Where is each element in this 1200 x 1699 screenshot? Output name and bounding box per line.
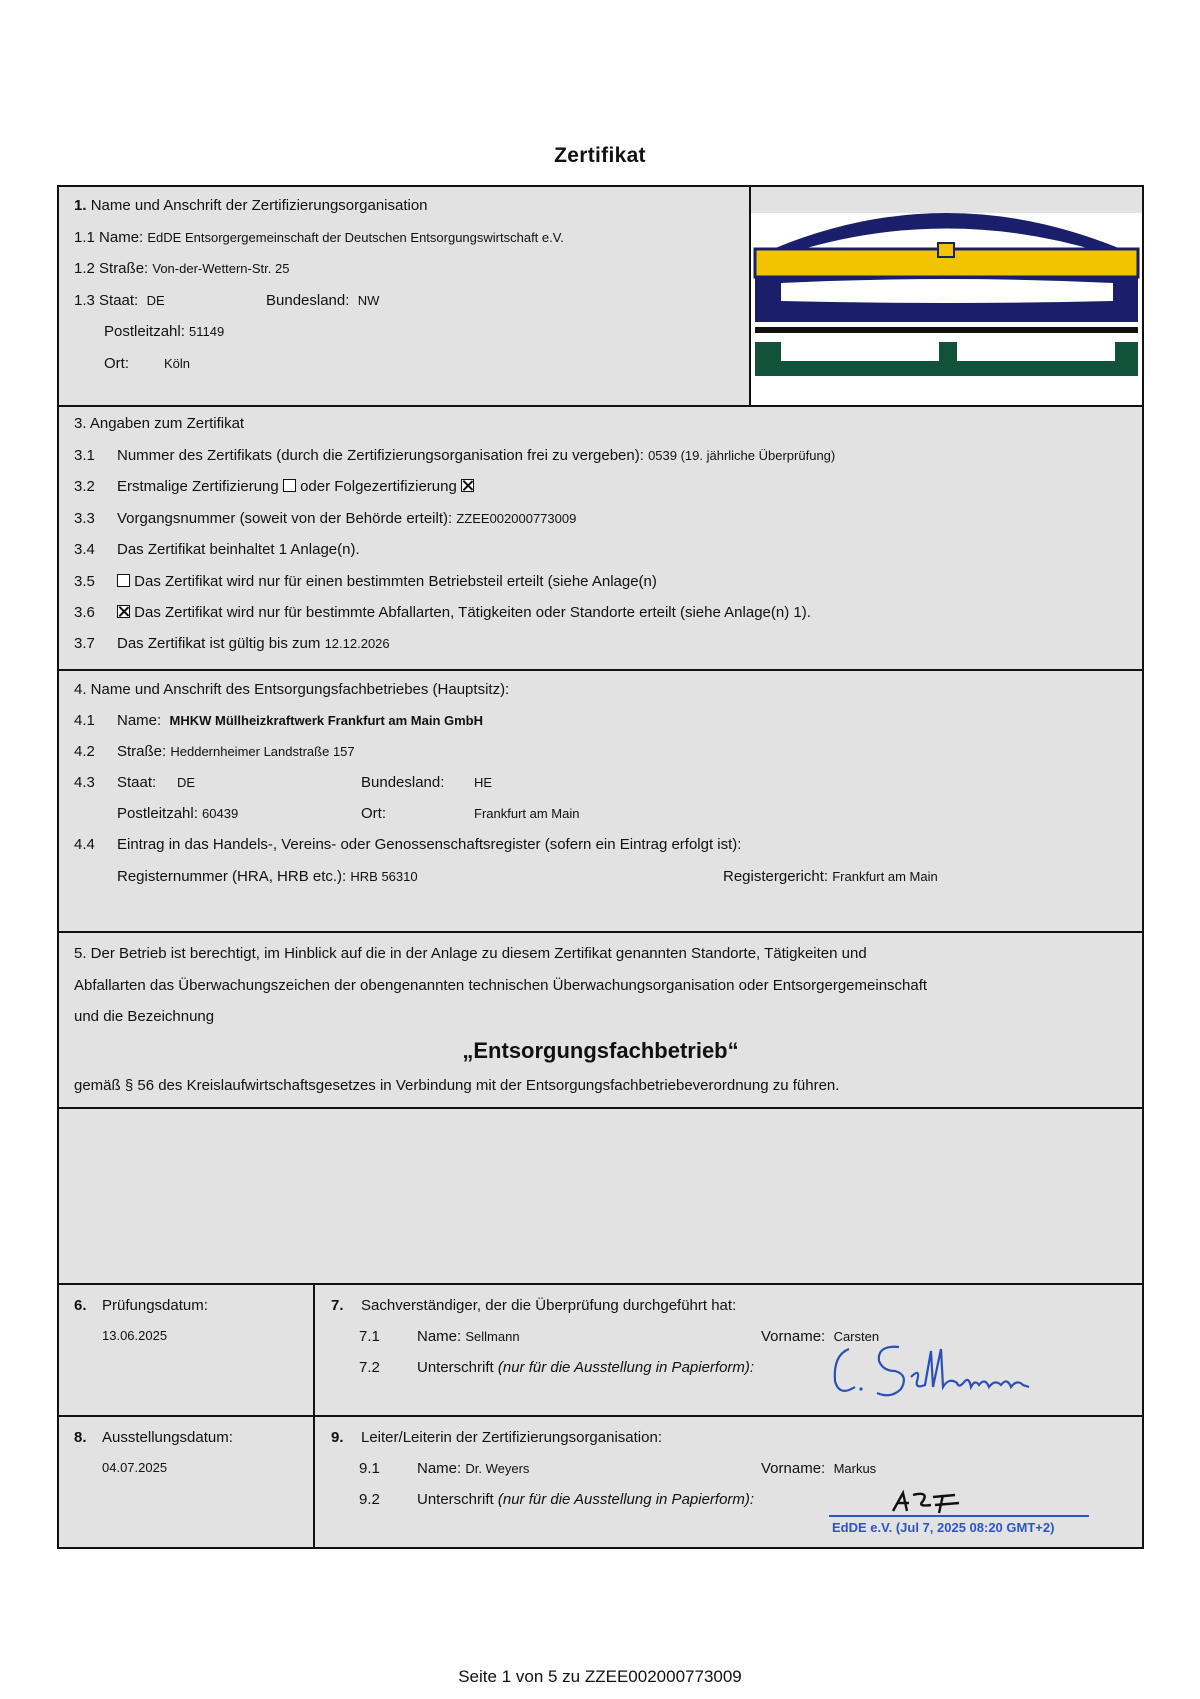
attachments: 3.4 Das Zertifikat beinhaltet 1 Anlage(n). xyxy=(74,541,360,558)
cert-number: 3.1 Nummer des Zertifikats (durch die Zertifizierungsorganisation frei zu vergeben): 0539 (19. jährliche Überprüfung) xyxy=(74,447,836,464)
issuer-city: Ort: Köln xyxy=(104,355,191,372)
register-number: Registernummer (HRA, HRB etc.): HRB 56310 xyxy=(117,868,418,885)
cert-type: 3.2 Erstmalige Zertifizierung oder Folgezertifizierung xyxy=(74,478,474,495)
edde-logo xyxy=(751,187,1142,405)
issuer-state: Bundesland: NW xyxy=(266,292,380,309)
company-name: 4.1 Name: MHKW Müllheizkraftwerk Frankfurt am Main GmbH xyxy=(74,712,484,729)
expert-name: 7.1 Name: Sellmann xyxy=(359,1328,520,1345)
section-issuance xyxy=(59,1417,1142,1547)
cert-heading: 3. Angaben zum Zertifikat xyxy=(74,415,245,432)
company-heading: 4. Name und Anschrift des Entsorgungsfachbetriebes (Hauptsitz): xyxy=(74,681,510,698)
issue-date-label: 8. Ausstellungsdatum: xyxy=(74,1429,233,1446)
page-footer: Seite 1 von 5 zu ZZEE002000773009 xyxy=(458,1667,742,1686)
section-issuer xyxy=(59,187,1142,407)
partial-operation-checkbox xyxy=(117,574,130,587)
specific-waste: 3.6 Das Zertifikat wird nur für bestimmte Abfallarten, Tätigkeiten oder Standorte erteilt (siehe Anlage(n) 1). xyxy=(74,604,811,621)
register-court: Registergericht: Frankfurt am Main xyxy=(723,868,938,885)
section-inspection xyxy=(59,1285,1142,1417)
company-city: Ort: Frankfurt am Main xyxy=(361,805,580,822)
issuer-country: 1.3 Staat: DE xyxy=(74,292,165,309)
inspection-date-value: 13.06.2025 xyxy=(102,1328,168,1343)
auth-line-1: 5. Der Betrieb ist berechtigt, im Hinblick auf die in der Anlage zu diesem Zertifikat genannten Standorte, Tätigkeiten und xyxy=(74,945,867,962)
process-number: 3.3 Vorgangsnummer (soweit von der Behörde erteilt): ZZEE002000773009 xyxy=(74,510,577,527)
divider xyxy=(313,1285,315,1415)
partial-operation: 3.5 Das Zertifikat wird nur für einen bestimmten Betriebsteil erteilt (siehe Anlage(n) xyxy=(74,573,657,590)
company-street: 4.2 Straße: Heddernheimer Landstraße 157 xyxy=(74,743,355,760)
signature-timestamp: EdDE e.V. (Jul 7, 2025 08:20 GMT+2) xyxy=(832,1520,1055,1535)
specific-waste-checkbox xyxy=(117,605,130,618)
auth-line-2: Abfallarten das Überwachungszeichen der obengenannten technischen Überwachungsorganisation oder Entsorgergemeinschaft xyxy=(74,977,928,994)
company-zip: Postleitzahl: 60439 xyxy=(117,805,239,822)
head-name: 9.1 Name: Dr. Weyers xyxy=(359,1460,530,1477)
company-state: Bundesland: HE xyxy=(361,774,493,791)
logo-graphic xyxy=(751,187,1142,405)
register-entry: 4.4 Eintrag in das Handels-, Vereins- oder Genossenschaftsregister (sofern ein Eintrag erfolgt ist): xyxy=(74,836,742,853)
issuer-zip: Postleitzahl: 51149 xyxy=(104,323,225,340)
section-blank xyxy=(59,1109,1142,1285)
section-company xyxy=(59,671,1142,933)
divider xyxy=(313,1417,315,1547)
head-label: 9. Leiter/Leiterin der Zertifizierungsorganisation: xyxy=(331,1429,662,1446)
section-certificate-details xyxy=(59,407,1142,671)
expert-signature xyxy=(829,1337,1049,1403)
entsorgungsfachbetrieb-title: „Entsorgungsfachbetrieb“ xyxy=(462,1038,739,1063)
validity: 3.7 Das Zertifikat ist gültig bis zum 12.12.2026 xyxy=(74,635,390,652)
followup-cert-checkbox xyxy=(461,479,474,492)
issuer-name: 1.1 Name: EdDE Entsorgergemeinschaft der Deutschen Entsorgungswirtschaft e.V. xyxy=(74,229,564,246)
auth-line-3: und die Bezeichnung xyxy=(74,1008,215,1025)
inspection-date-label: 6. Prüfungsdatum: xyxy=(74,1297,208,1314)
auth-line-4: gemäß § 56 des Kreislaufwirtschaftsgesetzes in Verbindung mit der Entsorgungsfachbetriebeverordnung zu führen. xyxy=(74,1077,840,1094)
initial-cert-checkbox xyxy=(283,479,296,492)
issuer-street: 1.2 Straße: Von-der-Wettern-Str. 25 xyxy=(74,260,290,277)
expert-firstname: Vorname: Carsten xyxy=(761,1328,880,1345)
certificate-frame xyxy=(57,185,1144,1549)
section-authorization xyxy=(59,933,1142,1109)
expert-signature-label: 7.2 Unterschrift (nur für die Ausstellung in Papierform): xyxy=(359,1359,755,1376)
signature-line xyxy=(829,1515,1089,1517)
expert-label: 7. Sachverständiger, der die Überprüfung durchgeführt hat: xyxy=(331,1297,737,1314)
issue-date-value: 04.07.2025 xyxy=(102,1460,168,1475)
head-firstname: Vorname: Markus xyxy=(761,1460,877,1477)
company-country: 4.3 Staat: DE xyxy=(74,774,196,791)
issuer-heading: 1. Name und Anschrift der Zertifizierungsorganisation xyxy=(74,197,428,214)
head-signature-label: 9.2 Unterschrift (nur für die Ausstellung in Papierform): xyxy=(359,1491,755,1508)
page-title: Zertifikat xyxy=(554,144,646,167)
head-signature xyxy=(889,1489,969,1517)
